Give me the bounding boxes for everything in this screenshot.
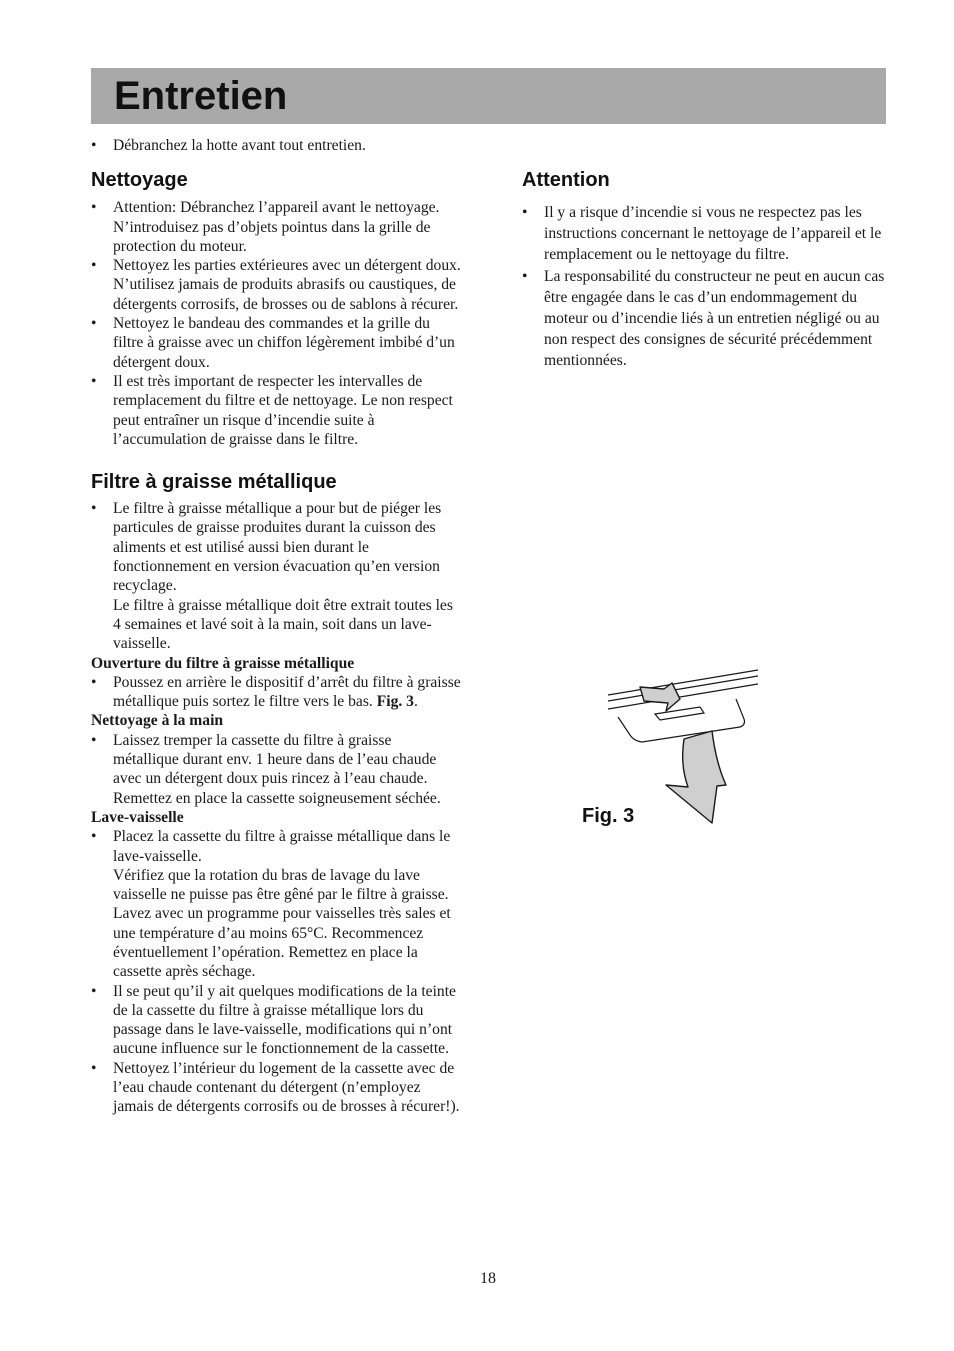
subheading-ouverture: Ouverture du filtre à graisse métallique [91, 654, 355, 672]
list-item-paragraph: • Attention: Débranchez l’appareil avant le nettoyage. [113, 199, 440, 217]
figure-reference: Fig. 3 [376, 693, 414, 711]
heading-nettoyage: Nettoyage [91, 169, 188, 192]
list-item [91, 372, 461, 449]
list-item-paragraph: • Nettoyez l’intérieur du logement de la cassette avec de l’eau chaude contenant du détergent (n’employez jamais de détergents corrosifs ou de brosses à récurer!). [113, 1059, 460, 1116]
list-item [91, 314, 461, 372]
list-item-paragraph: Le filtre à graisse métallique doit être extrait toutes les 4 semaines et lavé soit à la main, soit dans un lave-vaisselle. [113, 596, 453, 653]
attention-list [522, 202, 888, 372]
list-item-paragraph: • Le filtre à graisse métallique a pour but de piéger les particules de graisse produites durant la cuisson des aliments et est utilisé aussi bien durant le fonctionnement en version évacuation qu’en version recyclage. [113, 500, 442, 595]
list-item [91, 673, 461, 712]
list-item-paragraph: • Laissez tremper la cassette du filtre à graisse métallique durant env. 1 heure dans de l’eau chaude avec un détergent doux puis rincez à l’eau chaude. Remettez en place la cassette soigneusement séchée. [113, 731, 441, 807]
list-item-paragraph: • Il est très important de respecter les intervalles de remplacement du filtre et de nettoyage. Le non respect peut entraîner un risque d’incendie suite à l’accumulation de graisse dans le filtre. [113, 372, 453, 448]
list-item [91, 198, 461, 256]
page-title: Entretien [114, 74, 288, 118]
list-item-paragraph: Vérifiez que la rotation du bras de lavage du lave vaisselle ne puisse pas être gêné par le filtre à graisse. [113, 866, 449, 904]
intro-list [91, 136, 461, 155]
list-item-paragraph: • Nettoyez le bandeau des commandes et la grille du filtre à graisse avec un chiffon légèrement imbibé d’un détergent doux. [113, 315, 455, 371]
list-item-paragraph: • Nettoyez les parties extérieures avec un détergent doux. [113, 257, 461, 275]
filter-tray-outline [618, 699, 745, 742]
pull-down-arrow [666, 731, 726, 823]
list-item [91, 982, 461, 1059]
ouverture-end: . [413, 693, 418, 711]
ouverture-list [91, 673, 461, 712]
push-arrow [640, 683, 680, 711]
list-item [91, 1059, 461, 1117]
list-item [91, 256, 461, 314]
right-column [522, 168, 888, 372]
title-bar [91, 68, 886, 124]
ouverture-text: Poussez en arrière le dispositif d’arrêt du filtre à graisse métallique puis sortez le filtre vers le bas. [113, 673, 461, 711]
list-item-paragraph: • Il y a risque d’incendie si vous ne respectez pas les instructions concernant le nettoyage de l’appareil et le remplacement ou le nettoyage du filtre. [544, 204, 882, 264]
list-item [91, 499, 461, 653]
list-item-paragraph: • Il se peut qu’il y ait quelques modifications de la teinte de la cassette du filtre à graisse métallique lors du passage dans le lave-vaisselle, modifications qui n’ont aucune influence sur le fonctionnement de la cassette. [113, 982, 456, 1058]
list-item-paragraph: • Placez la cassette du filtre à graisse métallique dans le lave-vaisselle. [113, 828, 451, 865]
hood-rail-line [608, 676, 758, 701]
subheading-lave-vaisselle: Lave-vaisselle [91, 808, 184, 826]
section-attention [522, 168, 888, 372]
hood-rail-line [608, 670, 758, 695]
section-filtre [91, 470, 461, 1117]
list-item [522, 266, 888, 372]
page-number: 18 [480, 1270, 496, 1287]
nettoyage-list [91, 198, 461, 449]
list-item-paragraph: N’utilisez jamais de produits abrasifs ou caustiques, de détergents corrosifs, de brosses ou de sablons à récurer. [113, 276, 459, 313]
subheading-main: Nettoyage à la main [91, 712, 224, 730]
left-column [91, 136, 461, 1117]
list-item [91, 731, 461, 808]
heading-filtre: Filtre à graisse métallique [91, 471, 337, 494]
list-item-paragraph: Lavez avec un programme pour vaisselles très sales et une température d’au moins 65°C. Recommencez éventuellement l’opération. Remettez en place la cassette après séchage. [113, 905, 451, 981]
section-nettoyage [91, 168, 461, 449]
main-list [91, 731, 461, 808]
heading-attention: Attention [522, 169, 610, 191]
intro-item [91, 136, 461, 155]
list-item [522, 202, 888, 266]
list-item-paragraph: • La responsabilité du constructeur ne peut en aucun cas être engagée dans le cas d’un endommagement du moteur ou d’incendie liés à un entretien négligé ou au non respect des consignes de sécurité précédemment mentionnées. [544, 267, 885, 370]
intro-text: Débranchez la hotte avant tout entretien. [113, 137, 366, 154]
list-item-paragraph: N’introduisez pas d’objets pointus dans la grille de protection du moteur. [113, 218, 431, 255]
filtre-intro-list [91, 499, 461, 653]
list-item [91, 827, 461, 981]
lave-vaisselle-list [91, 827, 461, 1116]
figure-label: Fig. 3 [582, 805, 635, 827]
